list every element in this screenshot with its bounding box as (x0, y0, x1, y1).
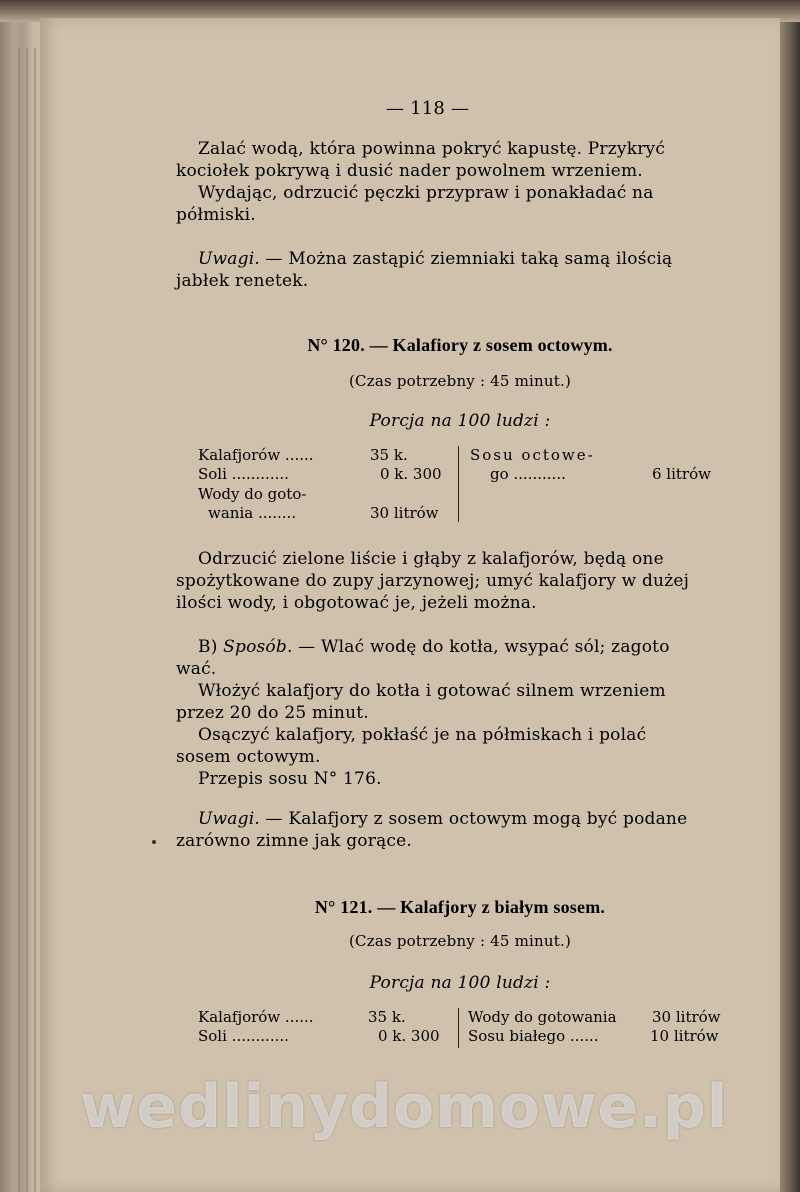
recipe-portion: Porcja na 100 ludzi : (369, 411, 551, 431)
paragraph-line: spożytkowane do zupy jarzynowej; umyć kalafjory w dużej (176, 571, 690, 591)
ingredient-name: Kalafjorów ...... (198, 446, 314, 464)
paragraph-line: Odrzucić zielone liście i głąby z kalafjorów, będą one (198, 549, 664, 569)
page-edge-line (18, 48, 20, 1192)
ingredient-qty: 0 k. 300 (380, 465, 442, 483)
paragraph-line: półmiski. (176, 205, 256, 225)
note-text: — Można zastąpić ziemniaki taką samą ilością (259, 249, 673, 269)
paragraph-line: wać. (176, 659, 217, 679)
ingredient-name: wania ........ (208, 504, 297, 522)
note-line: jabłek renetek. (176, 271, 309, 291)
recipe-number: N° 121. (314, 897, 373, 917)
ink-speck (152, 840, 156, 844)
ingredient-name: Wody do goto- (198, 485, 307, 503)
recipe-heading (180, 896, 740, 918)
note-line (198, 808, 687, 830)
paragraph-line: Wydając, odrzucić pęczki przypraw i ponakładać na (198, 183, 654, 203)
note-label: Uwagi. (198, 809, 260, 829)
page-edge-line (26, 48, 28, 1192)
paragraph-line: sosem octowym. (176, 747, 321, 767)
method-letter: B) (198, 637, 218, 657)
paragraph-line: kociołek pokrywą i dusić nader powolnem wrzeniem. (176, 161, 643, 181)
ingredient-name: Sosu octowe- (470, 446, 595, 464)
method-text: — Wlać wodę do kotła, wsypać sól; zagoto (292, 637, 670, 657)
paragraph-line: Przepis sosu N° 176. (198, 769, 382, 789)
paragraph-line (198, 636, 670, 658)
ingredient-name: Soli ............ (198, 465, 289, 483)
paragraph-line: Zalać wodą, która powinna pokryć kapustę. Przykryć (198, 139, 666, 159)
ingredient-name: Wody do gotowania (468, 1008, 617, 1026)
recipe-title: — Kalafiory z sosem octowym. (364, 335, 613, 355)
paragraph-line: Włożyć kalafjory do kotła i gotować silnem wrzeniem (198, 681, 666, 701)
note-text: — Kalafjory z sosem octowym mogą być podane (259, 809, 688, 829)
recipe-heading (180, 334, 740, 356)
ingredient-qty: 30 litrów (652, 1008, 721, 1026)
ingredient-name: Sosu białego ...... (468, 1027, 599, 1045)
recipe-time: (Czas potrzebny : 45 minut.) (348, 932, 572, 950)
ingredient-name: go ........... (490, 465, 566, 483)
ingredient-qty: 0 k. 300 (378, 1027, 440, 1045)
method-label: Sposób. (223, 637, 293, 657)
ingredient-name: Kalafjorów ...... (198, 1008, 314, 1026)
page-number: — 118 — (386, 98, 470, 119)
watermark: wedlinydomowe.pl (80, 1072, 729, 1142)
ingredient-qty: 10 litrów (650, 1027, 719, 1045)
ingredient-divider (458, 1008, 459, 1048)
ingredient-qty: 35 k. (370, 446, 408, 464)
ingredient-qty: 6 litrów (652, 465, 711, 483)
recipe-title: — Kalafjory z białym sosem. (372, 897, 606, 917)
ingredient-qty: 35 k. (368, 1008, 406, 1026)
recipe-number: N° 120. (307, 335, 365, 355)
paragraph-line: Osączyć kalafjory, pokłaść je na półmiskach i polać (198, 725, 647, 745)
note-line (198, 248, 672, 270)
note-label: Uwagi. (198, 249, 260, 269)
page-edge-line (34, 48, 36, 1192)
ingredient-name: Soli ............ (198, 1027, 289, 1045)
ingredient-divider (458, 446, 459, 522)
ingredient-qty: 30 litrów (370, 504, 439, 522)
recipe-portion: Porcja na 100 ludzi : (369, 973, 551, 993)
note-line: zarówno zimne jak gorące. (176, 831, 412, 851)
recipe-time: (Czas potrzebny : 45 minut.) (348, 372, 572, 390)
paragraph-line: przez 20 do 25 minut. (176, 703, 369, 723)
paragraph-line: ilości wody, i obgotować je, jeżeli można. (176, 593, 537, 613)
